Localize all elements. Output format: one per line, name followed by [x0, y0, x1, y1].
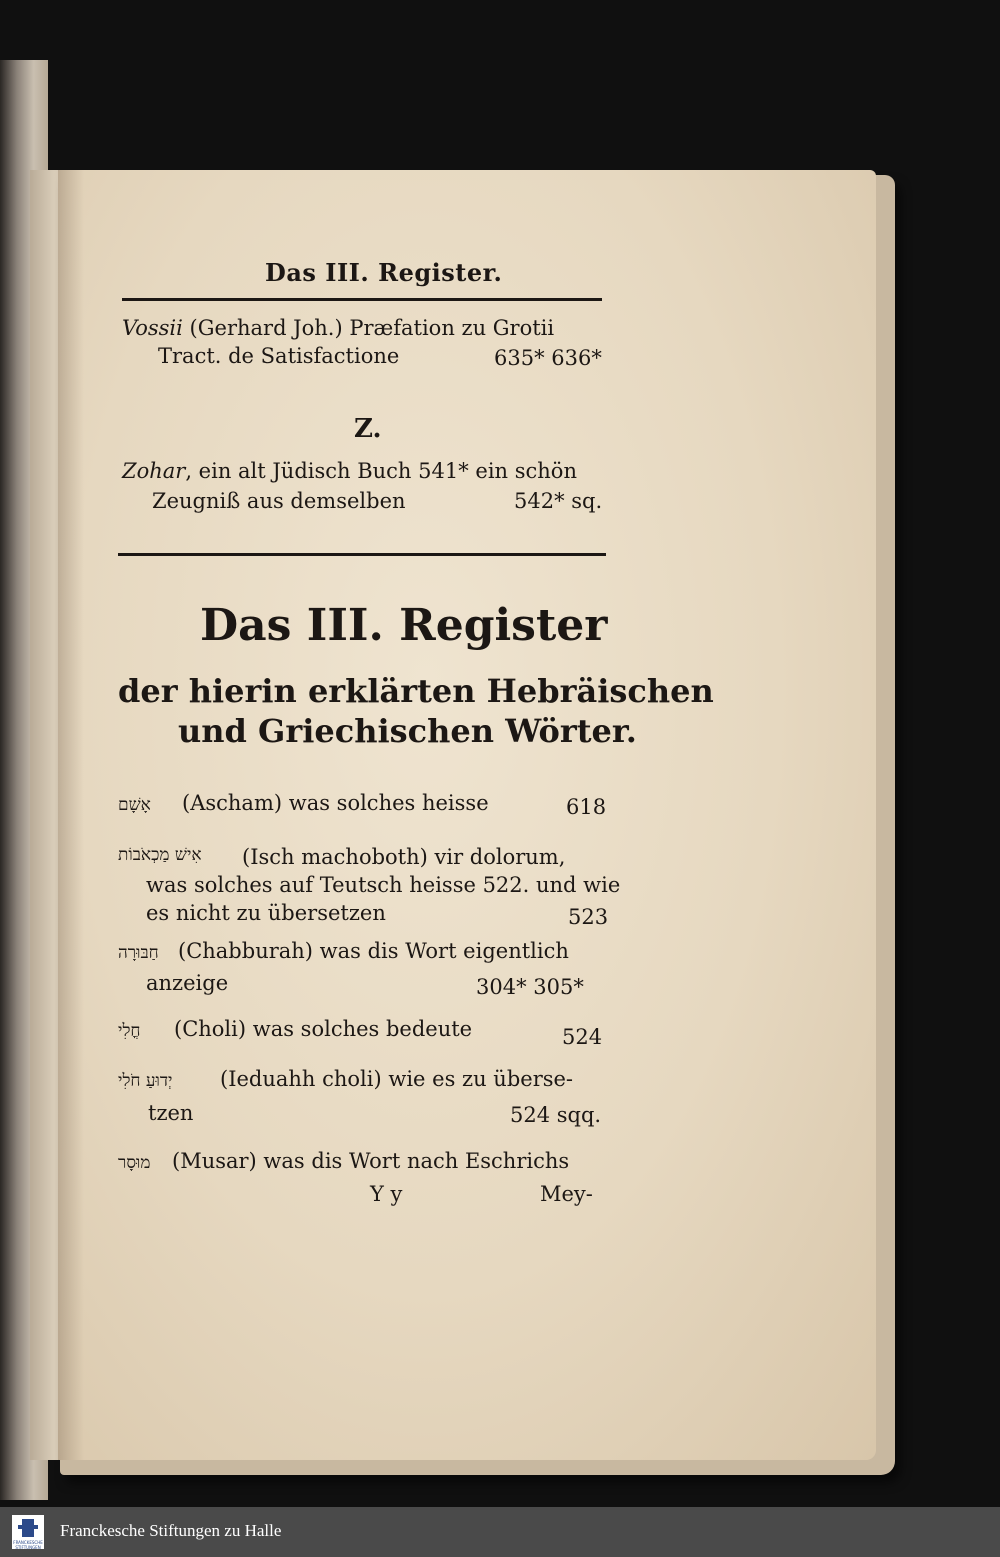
- register-subheading-line1: der hierin erklärten Hebräischen: [118, 672, 714, 710]
- section-rule: [118, 553, 606, 556]
- entry-line2: was solches auf Teutsch heisse 522. und wie: [146, 873, 621, 897]
- entry-pages: 523: [568, 905, 609, 929]
- entry-pages: 304* 305*: [476, 975, 584, 999]
- entry-text: (Ieduahh choli) wie es zu überse-: [220, 1067, 574, 1091]
- page-gutter-shadow: [58, 170, 84, 1460]
- hebrew-word: מוּסָר: [118, 1153, 151, 1173]
- catchword: Mey-: [540, 1182, 593, 1206]
- entry-lemma: Zohar: [122, 459, 186, 483]
- hebrew-word: אִישׁ מַכְאֹבוֹת: [118, 845, 202, 865]
- entry-pages: 524 sqq.: [510, 1103, 602, 1127]
- hebrew-word: חַבּוּרָה: [118, 943, 159, 963]
- entry-line3: es nicht zu übersetzen: [146, 901, 386, 925]
- entry-line2: tzen: [148, 1101, 194, 1125]
- footer-bar: [0, 1507, 1000, 1557]
- entry-line2: anzeige: [146, 971, 229, 995]
- hebrew-word: חֳלִי: [118, 1021, 141, 1041]
- entry-pages: 635* 636*: [494, 346, 602, 370]
- entry-pages: 618: [566, 795, 607, 819]
- section-letter: Z.: [354, 414, 382, 444]
- entry-text: (Choli) was solches bedeute: [174, 1017, 473, 1041]
- logo-caption: FRANCKESCHE STIFTUNGEN: [13, 1540, 43, 1550]
- entry-text: (Isch machoboth) vir dolorum,: [242, 845, 566, 869]
- entry-pages: 542* sq.: [514, 489, 603, 513]
- entry-lemma: Vossii: [122, 316, 183, 340]
- entry-text: , ein alt Jüdisch Buch 541* ein schön: [185, 459, 577, 483]
- entry-text: (Gerhard Joh.) Præfation zu Grotii: [182, 316, 555, 340]
- entry-text: (Ascham) was solches heisse: [182, 791, 489, 815]
- header-rule: [122, 298, 602, 301]
- hebrew-word: יְדוּעַ חֹלִי: [118, 1071, 173, 1091]
- running-head: Das III. Register.: [265, 258, 503, 287]
- entry-text: (Chabburah) was dis Wort eigentlich: [178, 939, 569, 963]
- register-subheading-line2: und Griechischen Wörter.: [178, 712, 637, 750]
- entry-line2: Tract. de Satisfactione: [158, 344, 400, 368]
- signature-mark: Y y: [370, 1182, 403, 1206]
- franckesche-logo-icon: [12, 1515, 44, 1549]
- entry-pages: 524: [562, 1025, 603, 1049]
- register-heading: Das III. Register: [200, 600, 608, 651]
- entry-line2: Zeugniß aus demselben: [152, 489, 406, 513]
- footer-institution: Franckesche Stiftungen zu Halle: [60, 1521, 282, 1540]
- hebrew-word: אָשָׁם: [118, 795, 151, 815]
- entry-text: (Musar) was dis Wort nach Eschrichs: [172, 1149, 570, 1173]
